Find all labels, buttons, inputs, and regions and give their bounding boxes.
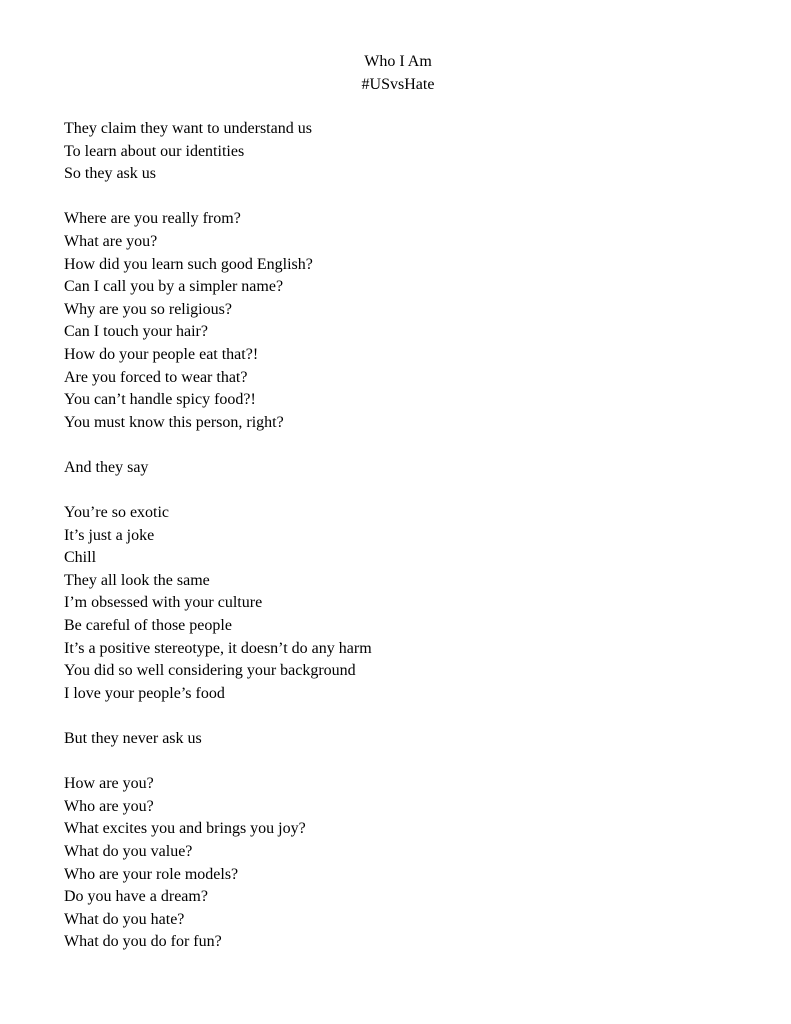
poem-line: Who are you?: [64, 797, 154, 815]
poem-hashtag: #USvsHate: [361, 75, 435, 93]
poem-line: Why are you so religious?: [64, 300, 232, 318]
stanza: [64, 728, 372, 751]
stanza-break: [64, 751, 372, 774]
poem-line: You must know this person, right?: [64, 413, 284, 431]
poem-line: What excites you and brings you joy?: [64, 820, 306, 838]
poem-line: They all look the same: [64, 571, 210, 589]
poem-line: What do you value?: [64, 843, 193, 860]
poem-line: What are you?: [64, 232, 158, 250]
poem-title: Who I Am: [364, 53, 432, 70]
stanza: [64, 773, 372, 954]
poem-line: You can’t handle spicy food?!: [64, 391, 256, 409]
stanza-break: [64, 186, 372, 209]
poem-line: Can I touch your hair?: [64, 323, 208, 341]
poem-line: But they never ask us: [64, 730, 202, 748]
title-block: [0, 51, 791, 96]
poem-line: What do you do for fun?: [64, 933, 222, 951]
stanza: [64, 118, 372, 186]
poem-line: Where are you really from?: [64, 210, 241, 228]
poem-line: How are you?: [64, 775, 154, 793]
stanza-break: [64, 434, 372, 457]
poem-line: I’m obsessed with your culture: [64, 594, 263, 612]
poem-line: Do you have a dream?: [64, 888, 208, 906]
stanza: [64, 457, 372, 480]
poem-line: Chill: [64, 549, 97, 567]
poem-line: You’re so exotic: [64, 504, 170, 522]
poem-line: So they ask us: [64, 165, 156, 183]
poem-body: [64, 118, 372, 954]
poem-line: What do you hate?: [64, 910, 185, 928]
poem-line: Who are your role models?: [64, 865, 239, 883]
poem-line: You did so well considering your background: [64, 662, 356, 680]
poem-line: How did you learn such good English?: [64, 255, 313, 273]
poem-line: It’s a positive stereotype, it doesn’t do any harm: [64, 639, 372, 657]
poem-line: How do your people eat that?!: [64, 345, 259, 363]
poem-line: And they say: [64, 458, 149, 476]
poem-line: They claim they want to understand us: [64, 120, 312, 137]
stanza-break: [64, 705, 372, 728]
stanza: [64, 502, 372, 705]
poem-line: It’s just a joke: [64, 526, 155, 544]
stanza: [64, 208, 372, 434]
poem-line: To learn about our identities: [64, 142, 245, 160]
poem-line: Can I call you by a simpler name?: [64, 278, 284, 296]
poem-line: Be careful of those people: [64, 617, 232, 635]
poem-line: Are you forced to wear that?: [64, 368, 248, 386]
stanza-break: [64, 480, 372, 503]
poem-line: I love your people’s food: [64, 684, 225, 702]
